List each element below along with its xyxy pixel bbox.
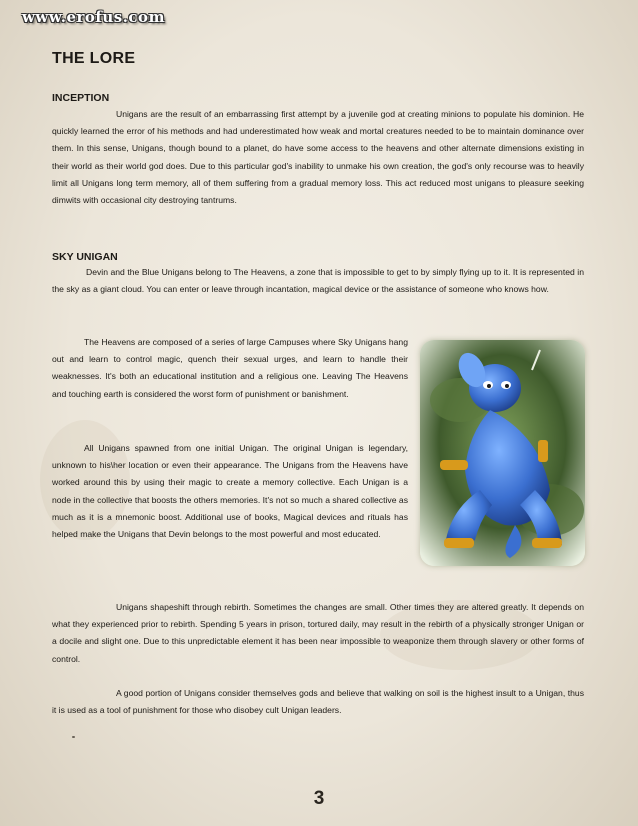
sky-unigan-paragraph-5: A good portion of Unigans consider themselves gods and believe that walking on soil is the highest insult to a Unigan, thus it is used as a tool of punishment for those who disobey cult Unigan leaders. [52, 688, 584, 716]
page-title: THE LORE [52, 50, 136, 67]
sky-unigan-paragraph-4: Unigans shapeshift through rebirth. Sometimes the changes are small. Other times they are altered greatly. It depends on what they experienced prior to rebirth. Spending 5 years in prison, tortured daily, may result in the rebirth of a physically stronger Unigan or a docile and slight one. Due to this unpredictable element it has been near impossible to weaponize them through slavery or other forms of control. [52, 602, 584, 664]
inception-paragraph: Unigans are the result of an embarrassing first attempt by a juvenile god at creating minions to populate his dominion. He quickly learned the error of his methods and had underestimated how weak and mortal creatures needed to be to maintain dominance over them. In this sense, Unigans, though bound to a planet, do have some access to the heavens and other alternate dimensions existing in their world as their world god does. Due to this particular god's inability to unmake his own creation, the god's only recourse was to heavily limit all Unigans long term memory, all of them suffering from a gradual memory loss. This act reduced most unigans to pleasure seeking dimwits with occasional city destroying tantrums. [52, 109, 584, 206]
sky-unigan-paragraph-2: The Heavens are composed of a series of large Campuses where Sky Unigans hang out and learn to control magic, quench their sexual urges, and learn to handle their weaknesses. It's both an educational institution and a religious one. Leaving The Heavens and touching earth is considered the worst form of punishment or banishment. [52, 337, 408, 399]
watermark-text: www.erofus.com [22, 8, 165, 26]
page-number: 3 [313, 788, 325, 809]
section-heading-inception: INCEPTION [52, 92, 110, 104]
sky-unigan-paragraph-1: Devin and the Blue Unigans belong to The Heavens, a zone that is impossible to get to by simply flying up to it. It is represented in the sky as a giant cloud. You can enter or leave through incantation, magical device or the assistance of someone who knows how. [52, 267, 584, 295]
creature-illustration-svg [420, 340, 585, 566]
creature-illustration [420, 340, 585, 566]
sky-unigan-paragraph-3: All Unigans spawned from one initial Unigan. The original Unigan is legendary, unknown to his\her location or even their appearance. The Unigans from the Heavens have worked around this by using their magic to create a memory collective. Each Unigan is a node in the collective that boosts the others memories. It's not so much a shared collective as much as it is a mnemonic boost. Additional use of books, Magical devices and rituals has helped make the Unigans that Devin belongs to the most powerful and most educated. [52, 443, 408, 540]
ink-speck [72, 736, 75, 738]
section-heading-sky-unigan: SKY UNIGAN [52, 251, 118, 263]
